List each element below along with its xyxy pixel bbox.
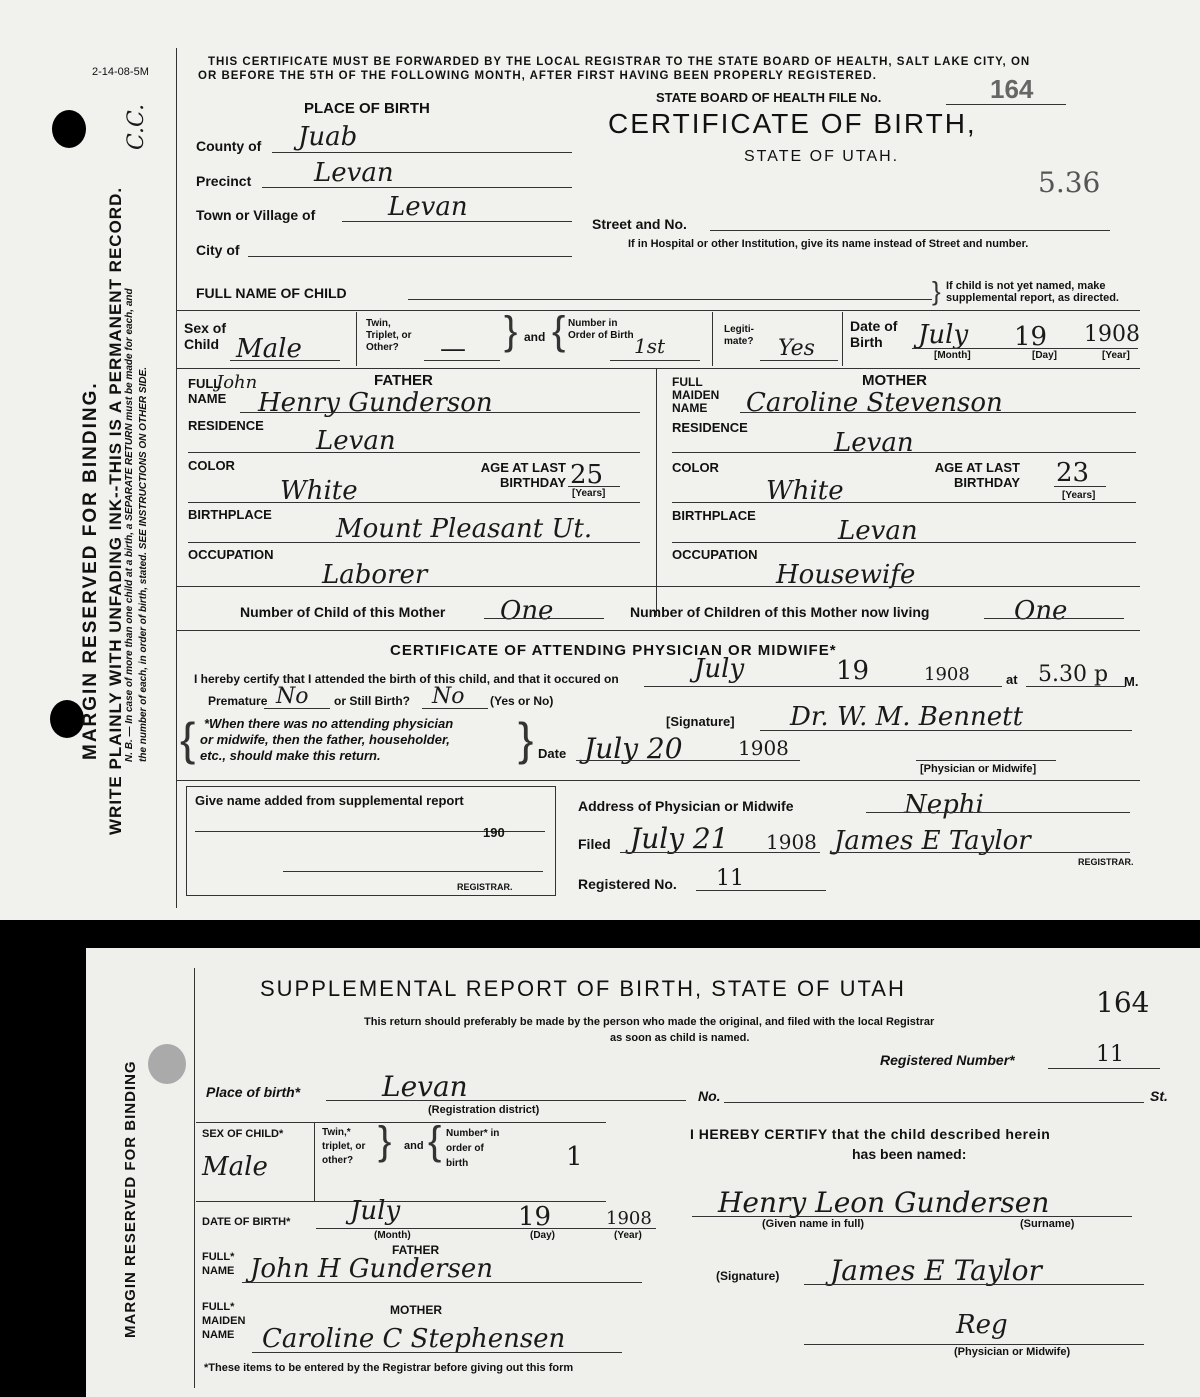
binding-hole-gray [148, 1044, 186, 1084]
father-years-caption: [Years] [572, 488, 606, 499]
mother-age: 23 [1056, 458, 1090, 488]
supp-sex: Male [202, 1152, 268, 1182]
supp-given-name: Henry Leon Gundersen [718, 1186, 1050, 1219]
margin-reserved-text: MARGIN RESERVED FOR BINDING. [80, 381, 101, 760]
supp-st-label: St. [1150, 1088, 1168, 1104]
dob-year: 1908 [1084, 322, 1140, 347]
supp-place: Levan [382, 1070, 468, 1103]
nb-note-line2: the number of each, in order of birth, stated. SEE INSTRUCTIONS ON OTHER SIDE. [138, 366, 149, 762]
binding-hole-bottom [50, 700, 84, 738]
precinct-label: Precinct [196, 173, 252, 189]
child-number: One [500, 596, 554, 626]
file-number-stamp: 164 [990, 74, 1034, 104]
physician-birth-day: 19 [836, 656, 870, 686]
county-label: County of [196, 138, 262, 154]
physician-certify-text: I hereby certify that I attended the birth of this child, and that it occured on [194, 672, 619, 686]
mother-age-label: AGE AT LAST BIRTHDAY [934, 460, 1020, 490]
sex-value: Male [236, 334, 302, 364]
father-color-label: COLOR [188, 458, 235, 473]
header-line-2: OR BEFORE THE 5TH OF THE FOLLOWING MONTH, AFTER FIRST HAVING BEEN PROPERLY REGISTERED. [198, 70, 877, 82]
dob-label: Date of Birth [850, 318, 898, 350]
town-label: Town or Village of [196, 207, 316, 223]
file-no-label: STATE BOARD OF HEALTH FILE No. [656, 90, 882, 105]
father-name-label: FULL NAME [188, 376, 227, 406]
supp-father-name: John H Gundersen [250, 1254, 493, 1284]
time-suffix: M. [1124, 674, 1139, 689]
father-occupation-label: OCCUPATION [188, 547, 274, 562]
supplemental-box-label: Give name added from supplemental report [195, 793, 464, 808]
registered-no: 11 [716, 866, 744, 891]
supp-registered: 11 [1096, 1042, 1124, 1067]
supplemental-box-registrar: REGISTRAR. [457, 882, 513, 892]
day-caption: [Day] [1032, 350, 1058, 361]
full-name-label: FULL NAME OF CHILD [196, 285, 347, 301]
supplemental-report: MARGIN RESERVED FOR BINDING SUPPLEMENTAL REPORT OF BIRTH, STATE OF UTAH 164 This return should preferably be made by the person who made the original, and filed with the local Registrar as soon as child is named. Registered Number* 11 Place of birth* Levan (Registration district) No. St. SEX OF CHILD* Male Twin,* triplet, or other? } and { Number* in order of birth 1 DATE OF BIRTH* July 19 1908 (Month) (Day) (Year) FATHER FULL* NAME John H Gundersen MOTHER FULL* MAIDEN NAME Caroline C Stephensen *These items to be entered by the Registrar before giving out this form I HEREBY CERTIFY that the child described herein has been named: Henry Leon Gundersen (Given name in full) (Surname) (Signature) James E Taylor Reg (Physician or Midwife) [86, 948, 1200, 1397]
registrar-caption: REGISTRAR. [1078, 857, 1134, 867]
hospital-note: If in Hospital or other Institution, give its name instead of Street and number. [628, 238, 1029, 250]
mother-residence: Levan [834, 428, 914, 458]
supp-certify-2: has been named: [852, 1146, 967, 1162]
supp-order: 1 [566, 1142, 583, 1172]
filed-date: July 21 [630, 822, 729, 855]
children-living: One [1014, 596, 1068, 626]
at-label: at [1006, 672, 1018, 687]
mother-name-label: FULL MAIDEN NAME [672, 375, 720, 415]
filed-label: Filed [578, 836, 611, 852]
birth-time: 5.30 p [1038, 662, 1109, 687]
form-code: 2-14-08-5M [92, 66, 149, 78]
supp-dob-label: DATE OF BIRTH* [202, 1216, 291, 1228]
supp-margin-reserved: MARGIN RESERVED FOR BINDING [122, 1060, 139, 1338]
supp-title: SUPPLEMENTAL REPORT OF BIRTH, STATE OF UTAH [260, 976, 906, 1001]
supp-reg: Reg [956, 1310, 1008, 1340]
mother-heading: MOTHER [862, 372, 927, 389]
permanent-ink-text: WRITE PLAINLY WITH UNFADING INK--THIS IS A PERMANENT RECORD. [106, 186, 125, 835]
month-caption: [Month] [934, 350, 971, 361]
supp-no-label: No. [698, 1088, 721, 1104]
dob-day: 19 [1014, 322, 1048, 352]
not-named-note-2: supplemental report, as directed. [946, 292, 1119, 304]
father-residence: Levan [316, 426, 396, 456]
supp-given-caption: (Given name in full) [762, 1218, 865, 1230]
father-name: Henry Gunderson [258, 388, 493, 418]
place-of-birth-heading: PLACE OF BIRTH [304, 100, 430, 117]
signature-label: [Signature] [666, 714, 735, 729]
still-birth-value: No [432, 684, 465, 709]
supp-mother-label: FULL* MAIDEN NAME [202, 1301, 246, 1341]
father-residence-label: RESIDENCE [188, 418, 264, 433]
father-age: 25 [570, 460, 604, 490]
supp-month-caption: (Month) [374, 1230, 411, 1241]
children-living-label: Number of Children of this Mother now living [630, 604, 930, 620]
supp-mother-heading: MOTHER [390, 1303, 442, 1317]
father-age-label: AGE AT LAST BIRTHDAY [480, 460, 566, 490]
father-birthplace-label: BIRTHPLACE [188, 507, 272, 522]
mother-residence-label: RESIDENCE [672, 420, 748, 435]
supp-role-caption: (Physician or Midwife) [954, 1346, 1071, 1358]
mother-occupation: Housewife [776, 560, 916, 590]
twin-label: Twin, Triplet, or Other? [366, 318, 412, 353]
not-named-note-1: If child is not yet named, make [946, 280, 1106, 292]
supp-father-heading: FATHER [392, 1243, 440, 1257]
mother-birthplace-label: BIRTHPLACE [672, 508, 756, 523]
physician-address-label: Address of Physician or Midwife [578, 798, 794, 814]
still-birth-label: or Still Birth? [334, 694, 410, 708]
supp-order-label: Number* in order of birth [446, 1128, 500, 1169]
child-number-label: Number of Child of this Mother [240, 604, 446, 620]
physician-birth-month: July [694, 654, 745, 684]
order-value: 1st [634, 334, 666, 358]
registrar-signature: James E Taylor [834, 826, 1031, 856]
supp-day-caption: (Day) [530, 1230, 556, 1241]
supp-dob-year: 1908 [606, 1208, 652, 1229]
and-label: and [524, 330, 546, 344]
legitimate-label: Legiti-mate? [724, 324, 754, 347]
father-birthplace: Mount Pleasant Ut. [336, 514, 593, 544]
premature-label: Premature [208, 694, 268, 708]
mother-color-label: COLOR [672, 460, 719, 475]
supp-surname-caption: (Surname) [1020, 1218, 1075, 1230]
physician-address: Nephi [904, 790, 984, 820]
header-line-1: THIS CERTIFICATE MUST BE FORWARDED BY THE LOCAL REGISTRAR TO THE STATE BOARD OF HEALTH, SALT LAKE CITY, ON [208, 56, 1031, 68]
physician-role-caption: [Physician or Midwife] [920, 763, 1037, 775]
year-caption: [Year] [1102, 350, 1130, 361]
city-label: City of [196, 242, 240, 258]
street-label: Street and No. [592, 216, 687, 232]
birth-certificate: 2-14-08-5M MARGIN RESERVED FOR BINDING. WRITE PLAINLY WITH UNFADING INK--THIS IS A PERMANENT RECORD. N. B. — In case of more than one child at a birth, a SEPARATE RETURN must be made for each, and the number of each, in order of birth, stated. SEE INSTRUCTIONS ON OTHER SIDE. C.C. THIS CERTIFICATE MUST BE FORWARDED BY THE LOCAL REGISTRAR TO THE STATE BOARD OF HEALTH, SALT LAKE CITY, ON OR BEFORE THE 5TH OF THE FOLLOWING MONTH, AFTER FIRST HAVING BEEN PROPERLY REGISTERED. STATE BOARD OF HEALTH FILE No. 164 CERTIFICATE OF BIRTH, STATE OF UTAH. 5.36 PLACE OF BIRTH County of Juab Precinct Levan Town or Village of Levan City of Street and No. If in Hospital or other Institution, give its name instead of Street and number. FULL NAME OF CHILD } If child is not yet named, make supplemental report, as directed. Sex of Child Male Twin, Triplet, or Other? — } and { Number in Order of Birth 1st Legiti-mate? Yes Date of Birth July 19 1908 [Month] [Day] [Year] FATHER FULL NAME John Henry Gunderson RESIDENCE Levan COLOR White AGE AT LAST BIRTHDAY 25 [Years] BIRTHPLACE Mount Pleasant Ut. OCCUPATION Laborer MOTHER FULL MAIDEN NAME Caroline Stevenson RESIDENCE Levan COLOR White AGE AT LAST BIRTHDAY 23 [Years] BIRTHPLACE Levan OCCUPATION Housewife Number of Child of this Mother One Number of Children of this Mother now living One CERTIFICATE OF ATTENDING PHYSICIAN OR MIDWIFE* I hereby certify that I attended the birth of this child, and that it occured on July 19 1908 at 5.30 p M. Premature No or Still Birth? No (Yes or No) { *When there was no attending physician or midwife, then the father, householder, etc., should make this return. } [Signature] Dr. W. M. Bennett Date July 20 1908 [Physician or Midwife] Give name added from supplemental report 190 REGISTRAR. Address of Physician or Midwife Nephi Filed July 21 1908 James E Taylor REGISTRAR. Registered No. 11 [0, 0, 1200, 920]
father-color: White [280, 476, 358, 506]
supp-mother-name: Caroline C Stephensen [262, 1324, 566, 1354]
supp-signature: James E Taylor [830, 1254, 1042, 1287]
supp-place-label: Place of birth* [206, 1084, 301, 1100]
filed-year: 1908 [766, 830, 817, 854]
father-heading: FATHER [374, 372, 433, 389]
supp-sex-label: SEX OF CHILD* [202, 1128, 284, 1140]
physician-heading: CERTIFICATE OF ATTENDING PHYSICIAN OR MIDWIFE* [390, 642, 837, 659]
precinct-value: Levan [314, 158, 394, 188]
physician-signature: Dr. W. M. Bennett [790, 702, 1024, 732]
supp-certify-1: I HEREBY CERTIFY that the child described herein [690, 1126, 1051, 1142]
registered-no-label: Registered No. [578, 876, 677, 892]
no-physician-note-3: etc., should make this return. [200, 748, 381, 763]
physician-date-year: 1908 [738, 736, 789, 760]
supp-twin-label: Twin,* triplet, or other? [322, 1127, 366, 1166]
date-label: Date [538, 746, 567, 761]
certificate-subtitle: STATE OF UTAH. [744, 148, 900, 165]
supp-footnote: *These items to be entered by the Registrar before giving out this form [204, 1362, 574, 1374]
supp-dob-day: 19 [518, 1202, 552, 1232]
physician-date: July 20 [584, 732, 683, 765]
supp-number: 164 [1096, 986, 1150, 1019]
supplemental-box-year: 190 [483, 825, 505, 840]
town-value: Levan [388, 192, 468, 222]
father-name-prefix: John [216, 372, 258, 393]
mother-name: Caroline Stevenson [746, 388, 1003, 418]
supp-year-caption: (Year) [614, 1230, 642, 1241]
yes-no-caption: (Yes or No) [490, 694, 554, 708]
mother-years-caption: [Years] [1062, 490, 1096, 501]
mother-color: White [766, 476, 844, 506]
supp-signature-label: (Signature) [716, 1269, 780, 1283]
supp-intro-1: This return should preferably be made by the person who made the original, and filed with the local Registrar [364, 1016, 935, 1028]
twin-value: — [440, 334, 466, 364]
premature-value: No [276, 684, 309, 709]
order-label: Number in Order of Birth [568, 318, 634, 341]
county-value: Juab [298, 122, 358, 152]
supp-registered-label: Registered Number* [880, 1052, 1015, 1068]
dob-month: July [918, 320, 969, 350]
physician-birth-year: 1908 [924, 664, 970, 685]
corner-initials: C.C. [124, 103, 149, 150]
father-occupation: Laborer [322, 560, 428, 590]
nb-note-line1: N. B. — In case of more than one child at a birth, a SEPARATE RETURN must be made for each, and [124, 288, 135, 762]
supplemental-name-box [186, 786, 556, 896]
margin-note: 5.36 [1038, 166, 1101, 199]
binding-hole-top [52, 110, 86, 148]
supp-district-caption: (Registration district) [428, 1104, 540, 1116]
supp-dob-month: July [350, 1196, 401, 1226]
supp-and-label: and [404, 1140, 424, 1152]
no-physician-note-1: *When there was no attending physician [204, 716, 454, 731]
certificate-title: CERTIFICATE OF BIRTH, [608, 108, 977, 139]
no-physician-note-2: or midwife, then the father, householder, [200, 732, 450, 747]
sex-label: Sex of Child [184, 320, 227, 352]
supp-intro-2: as soon as child is named. [610, 1032, 750, 1044]
mother-occupation-label: OCCUPATION [672, 547, 758, 562]
form-left-border [176, 48, 177, 908]
legitimate-value: Yes [778, 336, 815, 361]
supp-father-label: FULL* NAME [202, 1251, 235, 1277]
mother-birthplace: Levan [838, 516, 918, 546]
